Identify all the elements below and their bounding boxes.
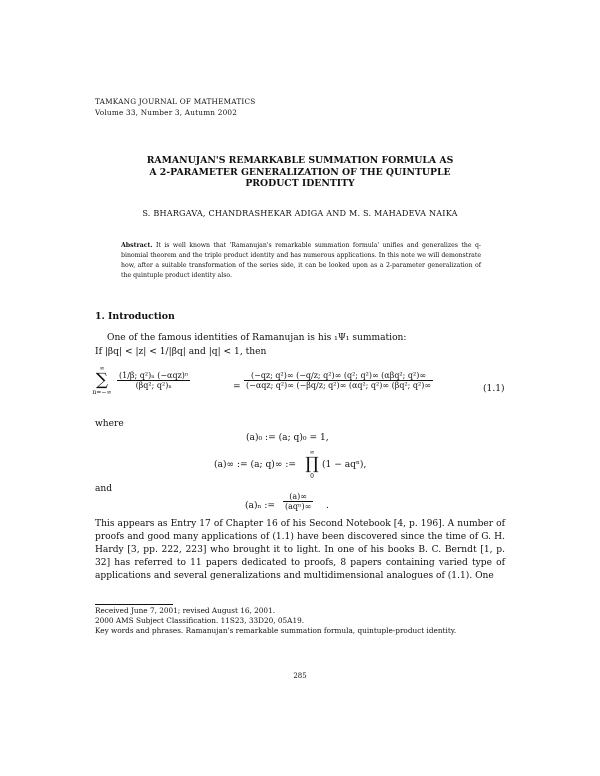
and-label: and <box>95 484 113 494</box>
prod-lower: 0 <box>310 473 314 480</box>
def-ainf <box>214 449 384 489</box>
prod-upper: ∞ <box>309 449 315 456</box>
rhs-fraction <box>244 371 433 390</box>
title-line-2: A 2-PARAMETER GENERALIZATION OF THE QUINTUPLE <box>149 166 451 178</box>
def3-numerator: (a)∞ <box>283 492 313 502</box>
where-label: where <box>95 419 124 429</box>
equation-number: (1.1) <box>483 384 505 394</box>
def-an: (a)ₙ := $\frac{(a)\infty}{\text{(aqⁿ)∞}}$ . <box>245 492 329 511</box>
sum-lower: n=−∞ <box>92 389 112 396</box>
lhs-denominator: (βq²; q²)ₙ <box>135 381 172 390</box>
footnote-keywords: Key words and phrases. Ramanujan's remarkable summation formula, quintuple-product identity. <box>95 626 457 635</box>
rhs-denominator: (−αqz; q²)∞ (−βq/z; q²)∞ (αq²; q²)∞ (βq²; q²)∞ <box>246 381 432 390</box>
page-number: 285 <box>293 672 307 680</box>
sum-upper: ∞ <box>99 365 105 372</box>
prod-symbol: ∏ <box>305 454 319 474</box>
def2-lhs: (a)∞ := (a; q)∞ := <box>214 460 296 470</box>
paper-title <box>95 155 505 190</box>
body-paragraph: This appears as Entry 17 of Chapter 16 of his Second Notebook [4, p. 196]. A number of proofs and good many applications of (1.1) have been discovered since the time of G. H. Hardy [3, pp. 222, 223] who brought it to light. In one of his books B. C. Berndt [1, p. 32] has referred to 11 papers dedicated to proofs, 8 papers containing varied type of applications and several generalizations and multidimensional analogues of (1.1). One <box>95 519 505 581</box>
rhs-numerator: (−qz; q²)∞ (−q/z; q²)∞ (q²; q²)∞ (αβq²; q²)∞ <box>244 371 433 381</box>
footnote-msc: 2000 AMS Subject Classification. 11S23, 33D20, 05A19. <box>95 616 305 625</box>
def2-rhs: (1 − aqⁿ), <box>322 460 367 470</box>
title-line-3: PRODUCT IDENTITY <box>245 178 355 189</box>
authors: S. BHARGAVA, CHANDRASHEKAR ADIGA AND M. S. MAHADEVA NAIKA <box>142 208 458 218</box>
lhs-fraction <box>117 371 190 390</box>
sum-symbol: ∑ <box>95 370 109 390</box>
def-a0: (a)₀ := (a; q)₀ = 1, <box>246 433 329 443</box>
condition-line: If |βq| < |z| < 1/|βq| and |q| < 1, then <box>95 347 267 357</box>
title-line-1: RAMANUJAN'S REMARKABLE SUMMATION FORMULA AS <box>146 155 454 166</box>
lhs-numerator: (1/β; q²)ₙ (−αqz)ⁿ <box>119 371 189 380</box>
journal-name: TAMKANG JOURNAL OF MATHEMATICS <box>95 97 256 106</box>
intro-line: One of the famous identities of Ramanujan is his ₁Ψ₁ summation: <box>107 333 407 343</box>
abstract <box>121 241 481 281</box>
journal-volume: Volume 33, Number 3, Autumn 2002 <box>95 108 238 117</box>
sum-block <box>88 365 116 396</box>
def3-lhs: (a)ₙ := <box>245 501 276 511</box>
abstract-label: Abstract. <box>121 242 153 249</box>
footnote-rule <box>95 604 173 605</box>
equation-1-1: ∞ ∑ n=−∞ $\frac{\text{(1/β; q²)ₙ (−αqz)ⁿ}}{\text{(βq²; q²)ₙ}}$ = $\frac{\text{(−qz; q²)∞ (−q/z; q²)∞ (q²; q²)∞ (αβq²; q²)∞}}{\text{(−αqz; q²)∞ (−βq/z; q²)∞ (αq²; q²)∞ (βq²; q²)∞}}$ <box>88 365 468 415</box>
prod-block <box>303 449 321 480</box>
footnote-received: Received June 7, 2001; revised August 16, 2001. <box>95 606 276 615</box>
section-heading: 1. Introduction <box>95 311 175 322</box>
abstract-text: It is well known that 'Ramanujan's remarkable summation formula' unifies and generalizes the q-binomial theorem and the triple product identity and has numerous applications. In this note we will demonstrate how, after a suitable transformation of the series side, it can be looked upon as a 2-parameter generalization of the quintuple product identity also. <box>121 242 481 279</box>
def3-denominator: (aqⁿ)∞ <box>285 502 312 511</box>
